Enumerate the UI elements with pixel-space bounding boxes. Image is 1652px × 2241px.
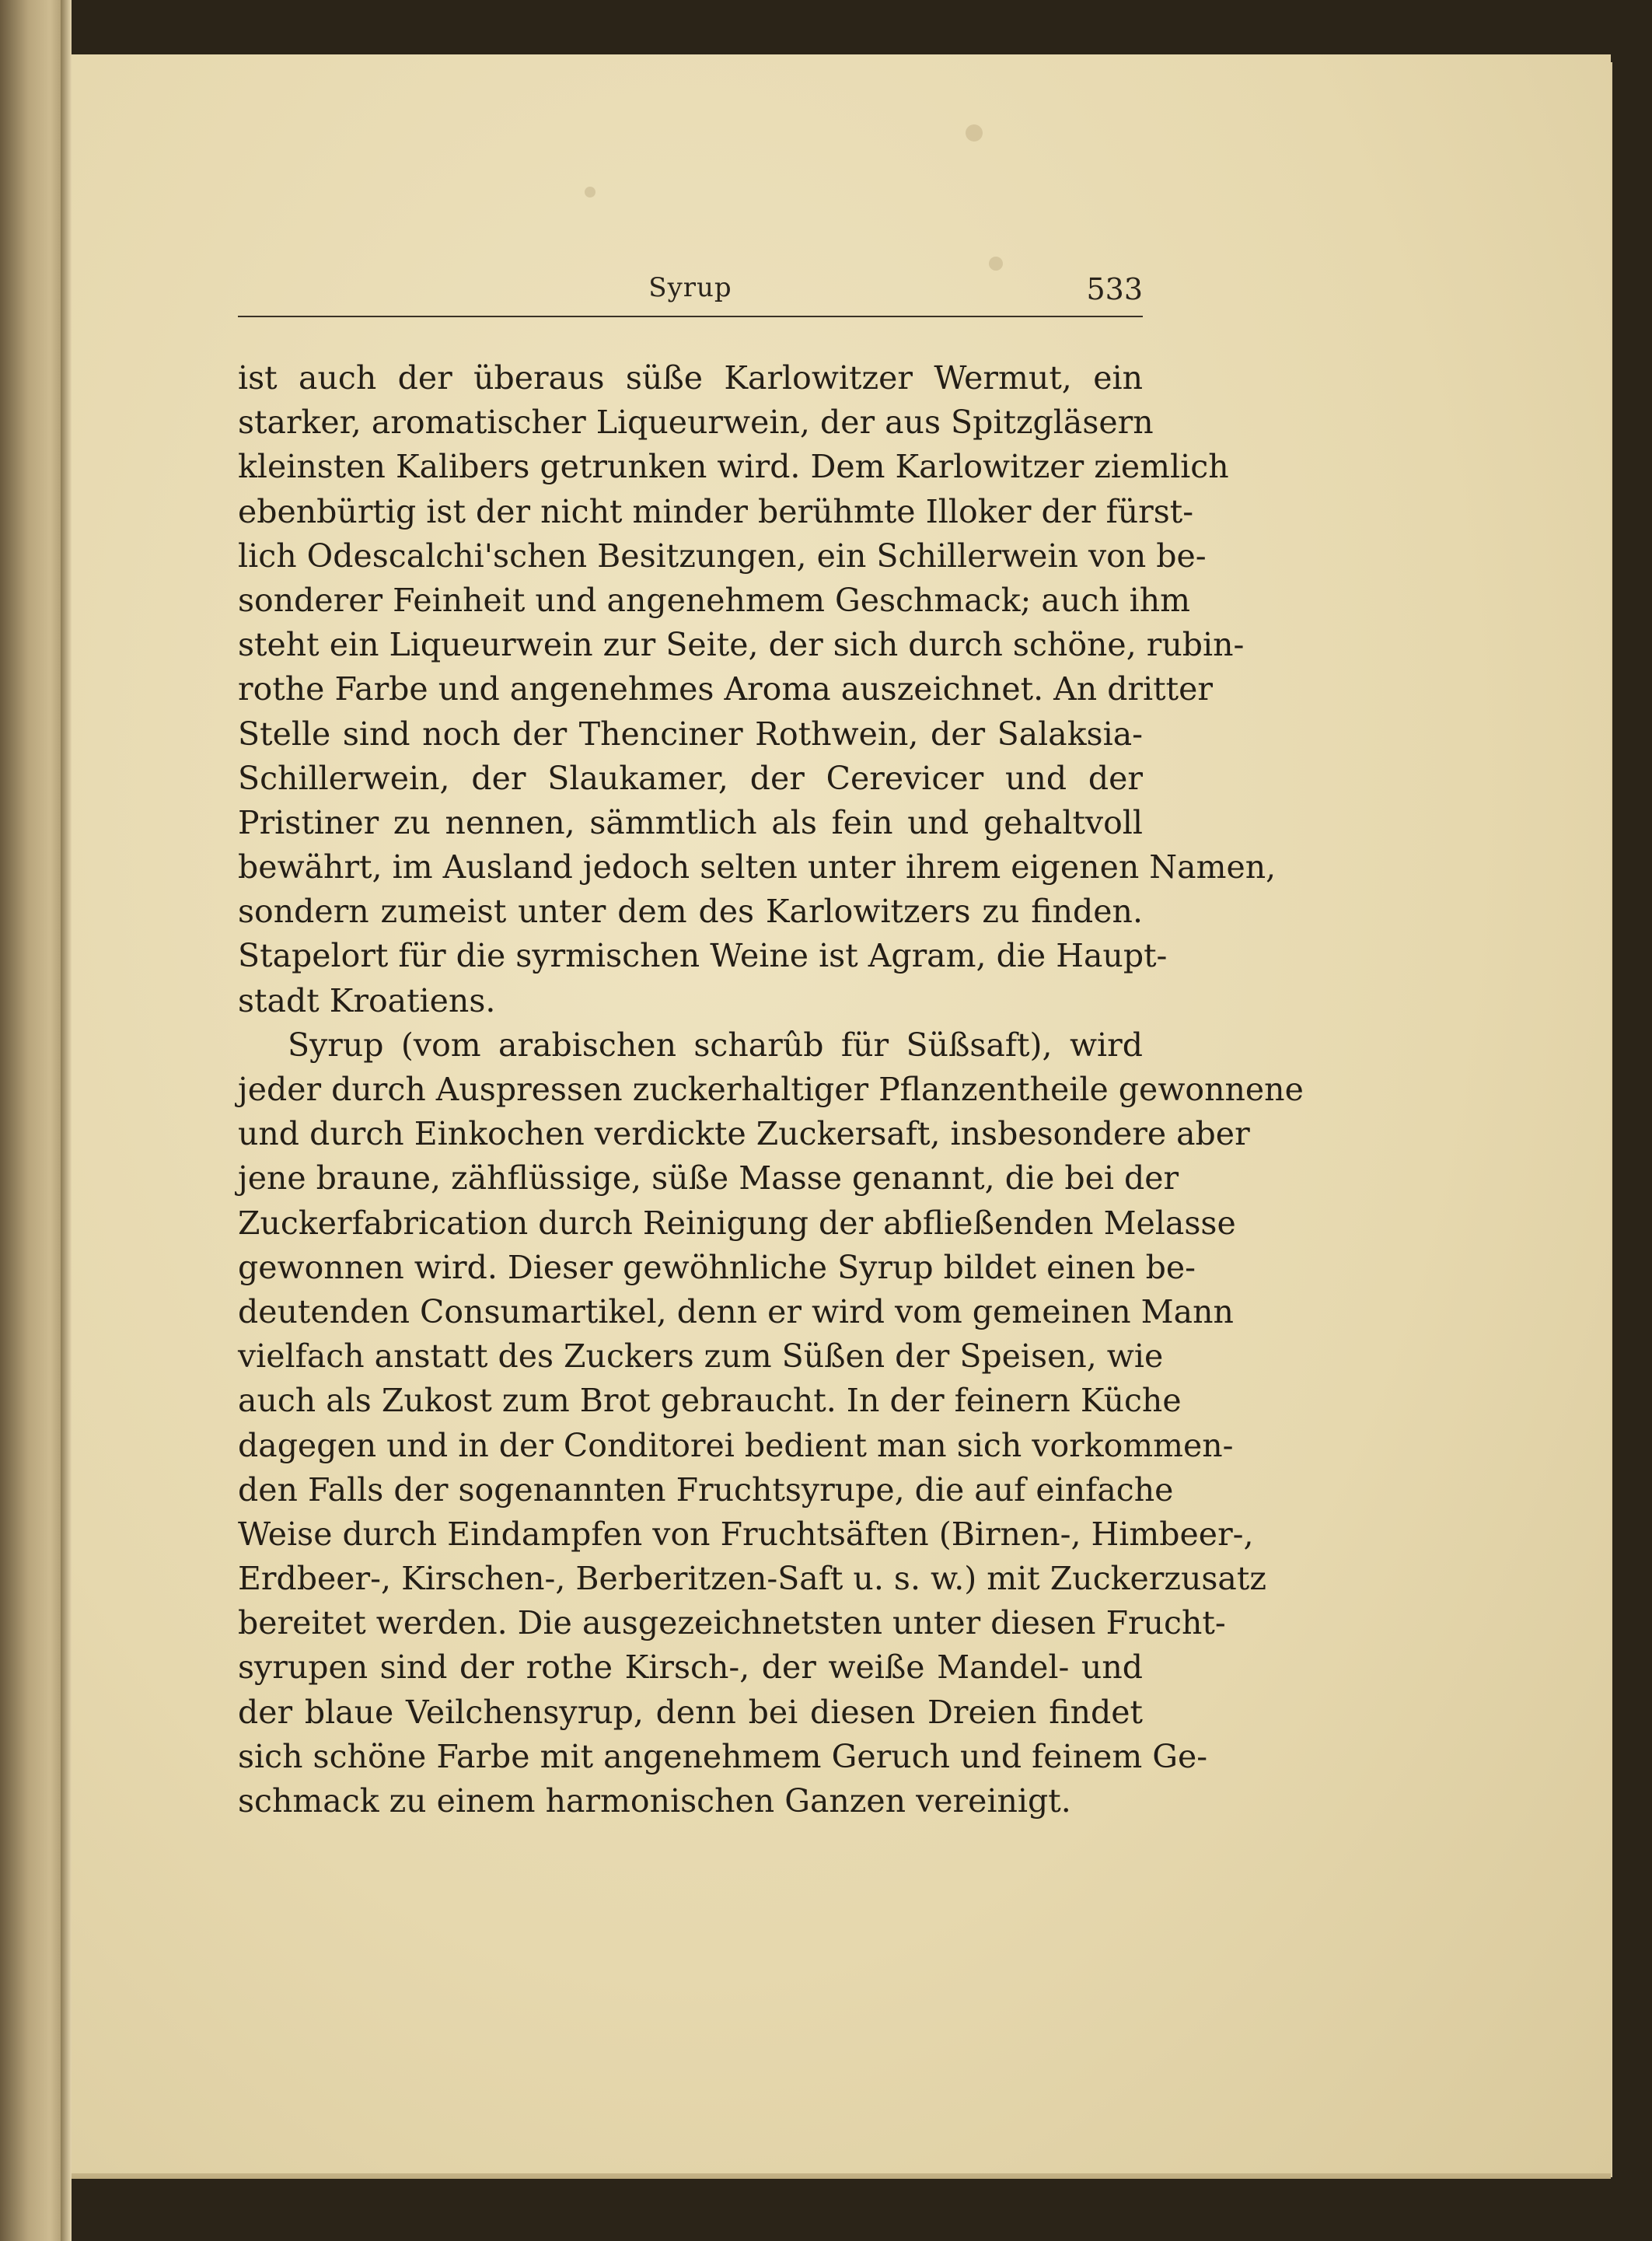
text-line: jene braune, zähflüssige, süße Masse genannt, die bei der [238,1159,1179,1197]
text-line: sondern zumeist unter dem des Karlowitzers zu finden. [238,893,1143,931]
text-line: den Falls der sogenannten Fruchtsyrupe, die auf einfache [238,1470,1174,1509]
text-line: Erdbeer-, Kirschen-, Berberitzen-Saft u. s. w.) mit Zuckerzusatz [238,1560,1266,1598]
text-line: syrupen sind der rothe Kirsch-, der weiße Mandel- und [238,1648,1143,1687]
text-line: stadt Kroatiens. [238,981,496,1019]
text-line: Stapelort für die syrmischen Weine ist Agram, die Haupt- [238,937,1168,975]
running-head [238,272,1143,317]
page-stain [966,124,983,142]
text-line-entry-start: Syrup (vom arabischen scharûb für Süßsaft), wird [288,1026,1143,1064]
text-line: ebenbürtig ist der nicht minder berühmte Illoker der fürst- [238,492,1194,530]
text-line: deutenden Consumartikel, denn er wird vom gemeinen Mann [238,1292,1234,1330]
text-line: starker, aromatischer Liqueurwein, der aus Spitzgläsern [238,404,1154,442]
text-line: auch als Zukost zum Brot gebraucht. In der feinern Küche [238,1382,1182,1420]
page-number: 533 [1086,272,1143,306]
page-stain [989,257,1003,271]
text-line: der blaue Veilchensyrup, denn bei diesen Dreien findet [238,1693,1143,1731]
page-title: Syrup [648,272,732,303]
text-line: bewährt, im Ausland jedoch selten unter ihrem eigenen Namen, [238,848,1277,886]
text-line: Pristiner zu nennen, sämmtlich als fein und gehaltvoll [238,803,1143,841]
text-line: bereitet werden. Die ausgezeichnetsten unter diesen Frucht- [238,1604,1226,1642]
text-line: Zuckerfabrication durch Reinigung der abfließenden Melasse [238,1204,1236,1242]
text-line: vielfach anstatt des Zuckers zum Süßen der Speisen, wie [238,1337,1164,1376]
text-line: Schillerwein, der Slaukamer, der Cerevicer und der [238,759,1143,797]
spine-edge [61,0,72,2241]
text-line: rothe Farbe und angenehmes Aroma auszeichnet. An dritter [238,670,1213,708]
text-line: kleinsten Kalibers getrunken wird. Dem Karlowitzer ziemlich [238,448,1229,486]
text-line: Weise durch Eindampfen von Fruchtsäften (Birnen-, Himbeer-, [238,1515,1254,1553]
text-line: gewonnen wird. Dieser gewöhnliche Syrup bildet einen be- [238,1248,1196,1286]
text-line: jeder durch Auspressen zuckerhaltiger Pflanzentheile gewonnene [238,1071,1304,1108]
text-line: Stelle sind noch der Thenciner Rothwein, der Salaksia- [238,715,1143,753]
text-line: steht ein Liqueurwein zur Seite, der sich durch schöne, rubin- [238,626,1245,664]
body-text [238,356,1304,1823]
text-line: schmack zu einem harmonischen Ganzen vereinigt. [238,1782,1071,1820]
text-line: und durch Einkochen verdickte Zuckersaft, insbesondere aber [238,1115,1250,1153]
text-line: dagegen und in der Conditorei bedient man sich vorkommen- [238,1426,1234,1464]
text-line: sich schöne Farbe mit angenehmem Geruch und feinem Ge- [238,1737,1208,1775]
page-stain [585,187,595,198]
text-line: lich Odescalchi'schen Besitzungen, ein Schillerwein von be- [238,537,1207,575]
text-line: ist auch der überaus süße Karlowitzer Wermut, ein [238,359,1143,397]
text-line: sonderer Feinheit und angenehmem Geschmack; auch ihm [238,581,1191,619]
